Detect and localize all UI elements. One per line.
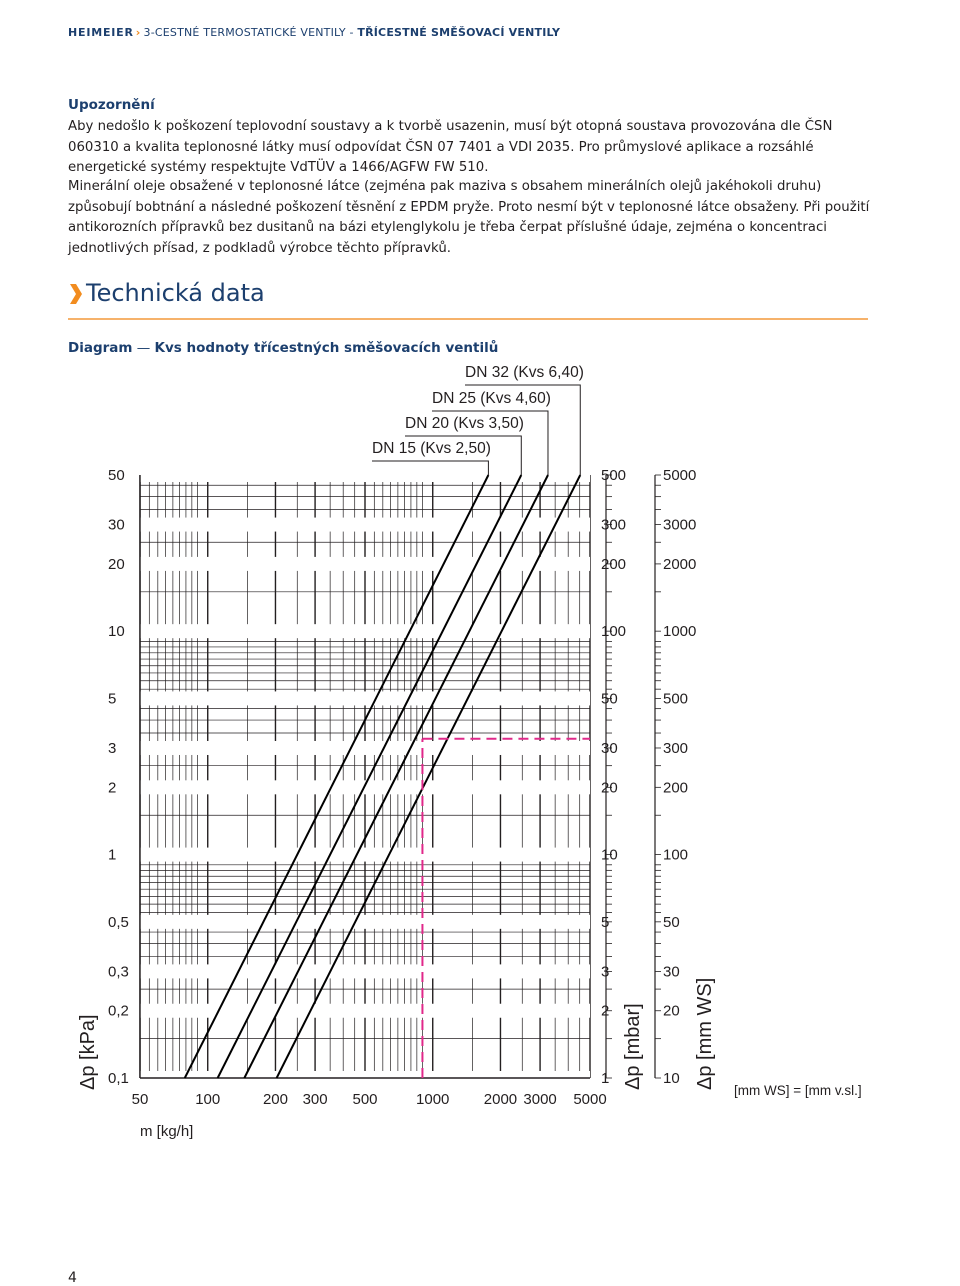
grid-gap [140, 915, 590, 929]
y-tick-label-mbar: 300 [601, 516, 627, 534]
y-tick-label-kpa: 1 [108, 846, 117, 864]
x-tick-label: 5000 [573, 1091, 607, 1108]
y-tick-label-mbar: 30 [601, 739, 618, 757]
y-tick-label-mmws: 30 [663, 963, 680, 981]
grid-gap [140, 741, 590, 755]
warning-title: Upozornění [68, 97, 155, 113]
section-title: Technická data [86, 279, 265, 307]
series-label: DN 32 (Kvs 6,40) [465, 364, 584, 381]
y-axis-label-mbar: Δp [mbar] [622, 1003, 644, 1090]
y-tick-label-mbar: 50 [601, 690, 618, 708]
brand-name: HEIMEIER [68, 26, 134, 39]
x-tick-label: 200 [262, 1091, 288, 1108]
warning-paragraph-2: Minerální oleje obsažené v teplonosné látce (zejména pak maziva s obsahem minerálních olejů jakéhokoli druhu) způsobují bobtnání a následné poškození těsnění z EPDM pryže. Proto nesmí být v teplonosné látce obsaženy. Při použití antikorozních přípravků bez dusitanů na bázi etylenglykolu je třeba čerpat příslušné údaje, zejména o koncentraci jednotlivých přísad, z podkladů výrobce těchto přípravků. [68, 179, 870, 256]
y-tick-label-kpa: 20 [108, 555, 125, 573]
warning-paragraph-1: Aby nedošlo k poškození teplovodní soustavy a k tvorbě usazenin, musí být otopná soustava provozována dle ČSN 060310 a kvalita teplonosné látky musí odpovídat ČSN 07 7401 a VDI 2035. Pro průmyslové aplikace a rozsáhlé energetické systémy respektujte VdTÜV a 1466/AGFW FW 510. [68, 119, 833, 175]
y-axis-label-mmws: Δp [mm WS] [694, 977, 716, 1090]
x-tick-label: 2000 [483, 1091, 518, 1108]
diagram-title-bold2: Kvs hodnoty třícestných směšovacích ventilů [154, 340, 499, 356]
unit-note: [mm WS] = [mm v.sl.] [734, 1083, 862, 1098]
y-tick-label-mmws: 200 [663, 779, 689, 797]
y-tick-label-kpa: 0,5 [108, 913, 129, 931]
header-title-regular: 3-CESTNÉ TERMOSTATICKÉ VENTILY - [143, 26, 358, 39]
y-tick-label-kpa: 2 [108, 779, 117, 797]
grid-gap [140, 1004, 590, 1018]
series-label: DN 20 (Kvs 3,50) [405, 415, 524, 432]
grid-gap [140, 557, 590, 571]
y-tick-label-mbar: 200 [601, 555, 627, 573]
y-tick-label-mmws: 1000 [663, 623, 697, 641]
y-tick-label-mmws: 50 [663, 913, 680, 931]
grid-gap [140, 848, 590, 862]
y-tick-label-mbar: 1 [601, 1070, 610, 1087]
diagram-title-dash: — [132, 340, 155, 356]
y-tick-label-mmws: 500 [663, 690, 689, 708]
y-tick-label-kpa: 3 [108, 739, 117, 757]
x-tick-label: 50 [131, 1091, 149, 1108]
header-title-bold: TŘÍCESTNÉ SMĚŠOVACÍ VENTILY [357, 26, 561, 39]
x-tick-label: 1000 [416, 1091, 450, 1108]
y-tick-label-kpa: 0,3 [108, 963, 129, 981]
chevron-right-icon: › [135, 26, 141, 39]
grid-gap [140, 691, 590, 705]
x-tick-label: 100 [195, 1091, 221, 1108]
diagram-title-bold1: Diagram [68, 340, 133, 356]
y-tick-label-mbar: 100 [601, 623, 627, 641]
y-tick-label-mmws: 3000 [663, 516, 697, 534]
y-tick-label-mmws: 10 [663, 1070, 680, 1087]
series-label: DN 15 (Kvs 2,50) [372, 440, 491, 457]
x-tick-label: 300 [302, 1091, 328, 1108]
y-tick-label-mmws: 5000 [663, 467, 697, 484]
y-tick-label-kpa: 0,1 [108, 1070, 129, 1087]
x-tick-label: 500 [352, 1091, 378, 1108]
y-tick-label-mmws: 100 [663, 846, 689, 864]
grid-gap [140, 624, 590, 638]
x-tick-label: 3000 [523, 1091, 557, 1108]
y-tick-label-mbar: 5 [601, 913, 610, 931]
y-tick-label-mmws: 2000 [663, 555, 697, 573]
x-axis-label: m [kg/h] [140, 1123, 194, 1140]
y-tick-label-kpa: 30 [108, 516, 125, 534]
y-tick-label-mmws: 300 [663, 739, 689, 757]
y-tick-label-kpa: 0,2 [108, 1002, 129, 1020]
y-tick-label-mmws: 20 [663, 1002, 680, 1020]
grid-gap [140, 468, 590, 482]
page-number: 4 [68, 1270, 77, 1286]
series-label: DN 25 (Kvs 4,60) [432, 390, 551, 407]
y-tick-label-kpa: 5 [108, 690, 117, 708]
y-tick-label-mbar: 500 [601, 467, 627, 484]
y-tick-label-mbar: 10 [601, 846, 618, 864]
y-axis-label-kpa: Δp [kPa] [77, 1014, 99, 1090]
y-tick-label-kpa: 10 [108, 623, 125, 641]
y-tick-label-mbar: 20 [601, 779, 618, 797]
y-tick-label-kpa: 50 [108, 467, 125, 484]
y-tick-label-mbar: 3 [601, 963, 610, 981]
y-tick-label-mbar: 2 [601, 1002, 610, 1020]
grid-gap [140, 964, 590, 978]
